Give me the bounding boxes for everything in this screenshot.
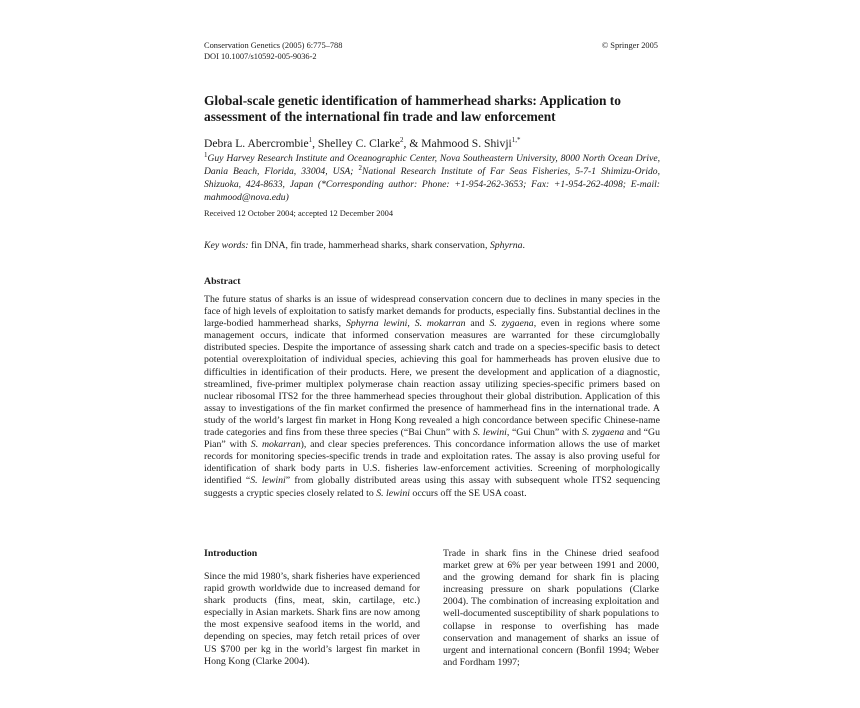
species-name: S. zygaena [489,318,534,330]
paper-title: Global-scale genetic identification of hammerhead sharks: Application to assessment of the international fin trade and law enforcement [204,93,621,124]
keywords-term: Sphyrna [489,240,523,251]
species-name: S. lewini [376,487,410,499]
author-name: Debra L. Abercrombie [204,137,309,150]
abstract-text: ” from globally distributed areas using this assay with subsequent whole ITS2 sequencing suggests a cryptic species closely related to [204,475,660,499]
introduction-column-right: Trade in shark fins in the Chinese dried seafood market grew at 6% per year between 1991 and 2000, and the growing demand for shark fin is placing increasing pressure on shark populations (Clarke 2004). The combination of increasing exploitation and well-documented susceptibility of shark populations to collapse in response to overfishing has made conservation and management of sharks an issue of urgent and international concern (Bonfil 1994; Weber and Fordham 1997; [443,548,659,668]
journal-citation: Conservation Genetics (2005) 6:775–788 [204,41,343,50]
abstract-text: and [465,318,490,330]
abstract-text: The future status of sharks is an issue of widespread conservation concern due to declines in many species in the face of high levels of exploitation to satisfy market demands for products, especially fins. Substantial declines in the large-bodied hammerhead sharks, [204,294,660,330]
keywords-end: . [522,240,525,251]
species-name: S. mokarran [414,318,466,330]
introduction-heading: Introduction [204,548,258,559]
abstract-text: , “Gui Chun” with [506,427,583,439]
affiliations [204,152,660,204]
affiliation-1: Guy Harvey Research Institute and Oceanographic Center, Nova Southeastern University, 8000 North Ocean Drive, Dania Beach, Florida, 33004, USA; [204,153,660,177]
species-name: Sphyrna lewini [345,318,408,330]
doi: DOI 10.1007/s10592-005-9036-2 [204,52,317,61]
abstract-text: , even in regions where some management occurs, indicate that informed conservation measures are warranted for these circumglobally distributed species. Despite the importance of assessing shark catch and trade on a species-specific basis to detect potential overexploitation of individual species, achieving this goal for hammerheads has proven elusive due to difficulties in identification of their products. Here, we present the development and application of a diagnostic, streamlined, five-primer multiplex polymerase chain reaction assay utilizing species-specific primers based on nuclear ribosomal ITS2 for the three hammerhead species throughout their global distribution. Application of this assay to investigations of the fin market confirmed the presence of hammerhead fins in the international trade. A study of the world’s largest fin market in Hong Kong revealed a high concordance between specific Chinese-name trade categories and fins from these three species (“Bai Chun” with [204,318,660,439]
affiliation-mark: 1 [204,150,208,159]
author-name: Shelley C. Clarke [317,137,401,150]
keywords [204,239,660,252]
keywords-label: Key words: [204,240,249,251]
abstract-heading: Abstract [204,276,241,287]
species-name: S. lewini [250,475,286,487]
publisher-copyright: © Springer 2005 [601,41,658,50]
abstract-text: occurs off the SE USA coast. [409,487,527,499]
journal-header [204,40,342,62]
introduction-column-left: Since the mid 1980’s, shark fisheries have experienced rapid growth worldwide due to increased demand for shark products (fins, meat, skin, cartilage, etc.) especially in Asian markets. Shark fins are now among the most expensive seafood items in the world, and depending on species, may fetch retail prices of over US $700 per kg in the world’s largest fin market in Hong Kong (Clarke 2004). [204,571,420,667]
species-name: S. lewini [472,427,507,439]
author-affiliation-mark: 1 [308,136,313,145]
species-name: S. zygaena [582,427,625,439]
abstract-text: and “Gu Pian” with [204,427,660,451]
species-name: S. mokarran [250,439,301,451]
abstract-text: ), and clear species preferences. This concordance information allows the use of market records for monitoring species-specific trends in trade and exploitation rates. The assay is also proving useful for identification of shark body parts in U.S. fisheries law-enforcement activities. Screening of morphologically identified “ [204,439,660,487]
author-list [204,137,660,151]
abstract-body [204,294,660,500]
keywords-text: fin DNA, fin trade, hammerhead sharks, shark conservation, [248,240,490,251]
received-dates: Received 12 October 2004; accepted 12 December 2004 [204,209,394,218]
author-separator: , [312,137,318,150]
affiliation-mark: 2 [358,163,362,172]
author-separator: , & [403,137,422,150]
affiliation-2: National Research Institute of Far Seas Fisheries, 5-7-1 Shimizu-Orido, Shizuoka, 424-8633, Japan (*Corresponding author: Phone: +1-954-262-3653; Fax: +1-954-262-4098; E-mail: mahmood@nova.edu) [204,166,660,203]
author-affiliation-mark: 2 [400,136,404,145]
author-name: Mahmood S. Shivji [421,137,512,150]
author-affiliation-mark: 1,* [511,136,521,145]
abstract-text: , [407,318,415,330]
